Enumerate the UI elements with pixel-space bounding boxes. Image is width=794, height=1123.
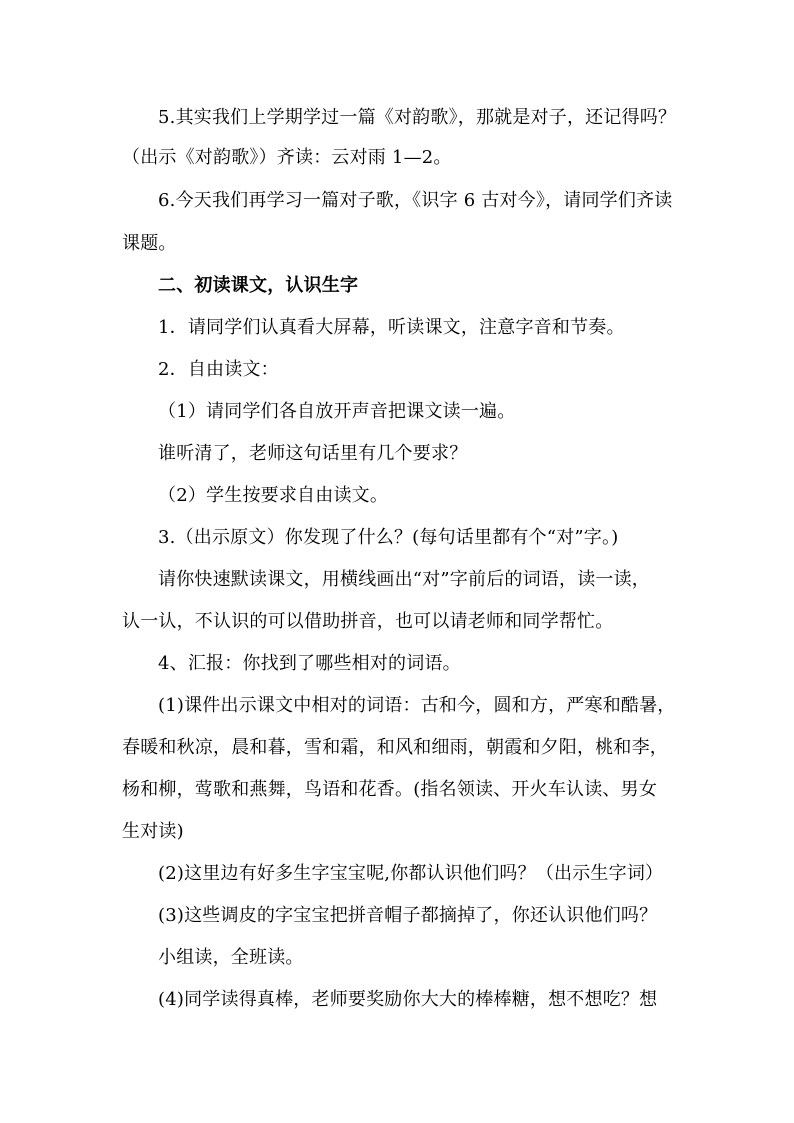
paragraph-line: （出示《对韵歌》）齐读：云对雨 1—2。 (122, 147, 452, 168)
paragraph-line: 生对读) (122, 821, 184, 842)
paragraph-line: 4、汇报：你找到了哪些相对的词语。 (158, 653, 461, 674)
paragraph-line: 课题。 (122, 233, 177, 254)
paragraph-line: 6.今天我们再学习一篇对子歌，《识字 6 古对今》，请同学们齐读 (158, 190, 673, 211)
paragraph-line: 认一认，不认识的可以借助拼音，也可以请老师和同学帮忙。 (122, 611, 614, 632)
paragraph-line: 小组读，全班读。 (158, 947, 304, 968)
paragraph-line: 1．请同学们认真看大屏幕，听读课文，注意字音和节奏。 (158, 317, 625, 338)
paragraph-line: 春暖和秋凉，晨和暮，雪和霜，和风和细雨，朝霞和夕阳，桃和李， (122, 737, 668, 758)
paragraph-line: (1)课件出示课文中相对的词语：古和今，圆和方，严寒和酷暑， (158, 695, 676, 716)
paragraph-line: 3.（出示原文）你发现了什么？(每句话里都有个“对”字。) (158, 527, 619, 548)
paragraph-line: 谁听清了，老师这句话里有几个要求？ (158, 443, 468, 464)
paragraph-line: 2．自由读文： (158, 359, 279, 380)
paragraph-line: （2）学生按要求自由读文。 (158, 485, 389, 506)
paragraph-line: (2)这里边有好多生字宝宝呢,你都认识他们吗？（出示生字词） (158, 863, 664, 884)
paragraph-line: 5.其实我们上学期学过一篇《对韵歌》，那就是对子，还记得吗？ (158, 107, 677, 128)
paragraph-line: (3)这些调皮的字宝宝把拼音帽子都摘掉了，你还认识他们吗？ (158, 905, 658, 926)
section-heading: 二、初读课文，认识生字 (158, 275, 359, 296)
paragraph-line: 请你快速默读课文，用横线画出“对”字前后的词语，读一读， (158, 569, 651, 590)
paragraph-line: (4)同学读得真棒，老师要奖励你大大的棒棒糖，想不想吃？想 (158, 989, 658, 1010)
paragraph-line: 杨和柳，莺歌和燕舞，鸟语和花香。(指名领读、开火车认读、男女 (122, 779, 658, 800)
paragraph-line: （1）请同学们各自放开声音把课文读一遍。 (158, 401, 516, 422)
